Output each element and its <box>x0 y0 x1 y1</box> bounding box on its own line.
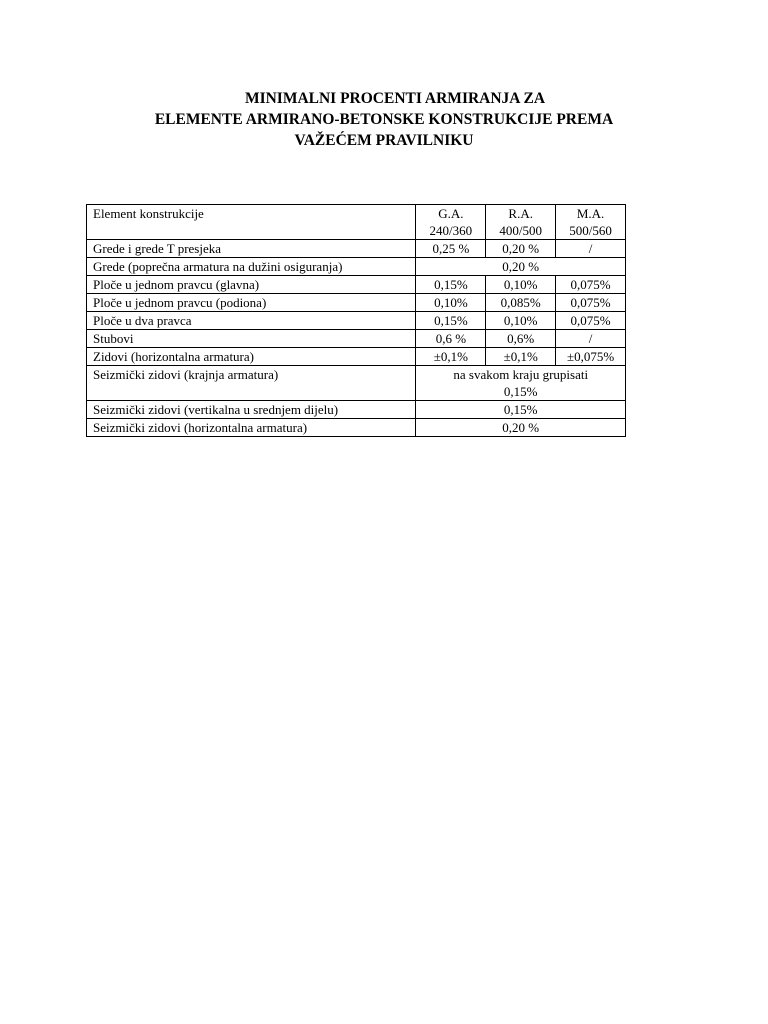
title-line-2: ELEMENTE ARMIRANO-BETONSKE KONSTRUKCIJE PREMA <box>154 111 614 128</box>
table-row <box>87 258 626 276</box>
table-row <box>87 330 626 348</box>
reinforcement-table <box>86 204 626 437</box>
row-ga: ±0,1% <box>416 348 486 366</box>
row-ma: ±0,075% <box>556 348 626 366</box>
header-ga <box>416 205 486 240</box>
row-ga: 0,15% <box>416 276 486 294</box>
table-row <box>87 348 626 366</box>
header-ga-name: G.A. <box>438 206 464 221</box>
row-span-value <box>416 366 626 401</box>
row-element: Grede (poprečna armatura na dužini osiguranja) <box>87 258 416 276</box>
table-header-row <box>87 205 626 240</box>
row-element: Grede i grede T presjeka <box>87 240 416 258</box>
header-ra-name: R.A. <box>508 206 533 221</box>
row-ra: 0,10% <box>486 312 556 330</box>
title-line-3: VAŽEĆEM PRAVILNIKU <box>294 132 474 149</box>
header-ga-grade: 240/360 <box>429 223 473 238</box>
row-element: Stubovi <box>87 330 416 348</box>
row-ma: 0,075% <box>556 294 626 312</box>
header-ma-name: M.A. <box>576 206 605 221</box>
row-ma: 0,075% <box>556 312 626 330</box>
row-ra: 0,10% <box>486 276 556 294</box>
table-row <box>87 419 626 437</box>
row-span-value: 0,20 % <box>416 258 626 276</box>
row-ra: 0,20 % <box>486 240 556 258</box>
table-row <box>87 276 626 294</box>
row-span-line-1: na svakom kraju grupisati <box>453 367 589 382</box>
row-ra: 0,085% <box>486 294 556 312</box>
row-element: Ploče u jednom pravcu (glavna) <box>87 276 416 294</box>
row-ga: 0,10% <box>416 294 486 312</box>
title-line-1: MINIMALNI PROCENTI ARMIRANJA ZA <box>244 90 546 107</box>
table-row <box>87 312 626 330</box>
row-span-line-2: 0,15% <box>503 384 538 399</box>
header-ma-grade: 500/560 <box>569 223 612 238</box>
row-element: Seizmički zidovi (vertikalna u srednjem dijelu) <box>87 401 416 419</box>
row-element: Seizmički zidovi (horizontalna armatura) <box>87 419 416 437</box>
header-ma <box>556 205 626 240</box>
table-row <box>87 401 626 419</box>
row-ma: / <box>556 240 626 258</box>
table-row <box>87 294 626 312</box>
row-ga: 0,15% <box>416 312 486 330</box>
document-title <box>0 88 768 151</box>
row-element: Zidovi (horizontalna armatura) <box>87 348 416 366</box>
row-ga: 0,6 % <box>416 330 486 348</box>
row-ra: 0,6% <box>486 330 556 348</box>
row-span-value: 0,15% <box>416 401 626 419</box>
table-row <box>87 366 626 401</box>
row-ga: 0,25 % <box>416 240 486 258</box>
header-element: Element konstrukcije <box>87 205 416 240</box>
table-row <box>87 240 626 258</box>
header-ra <box>486 205 556 240</box>
row-element: Ploče u dva pravca <box>87 312 416 330</box>
header-ra-grade: 400/500 <box>499 223 542 238</box>
row-span-value: 0,20 % <box>416 419 626 437</box>
row-ra: ±0,1% <box>486 348 556 366</box>
row-ma: 0,075% <box>556 276 626 294</box>
row-element: Ploče u jednom pravcu (podiona) <box>87 294 416 312</box>
row-element: Seizmički zidovi (krajnja armatura) <box>87 366 416 401</box>
row-ma: / <box>556 330 626 348</box>
